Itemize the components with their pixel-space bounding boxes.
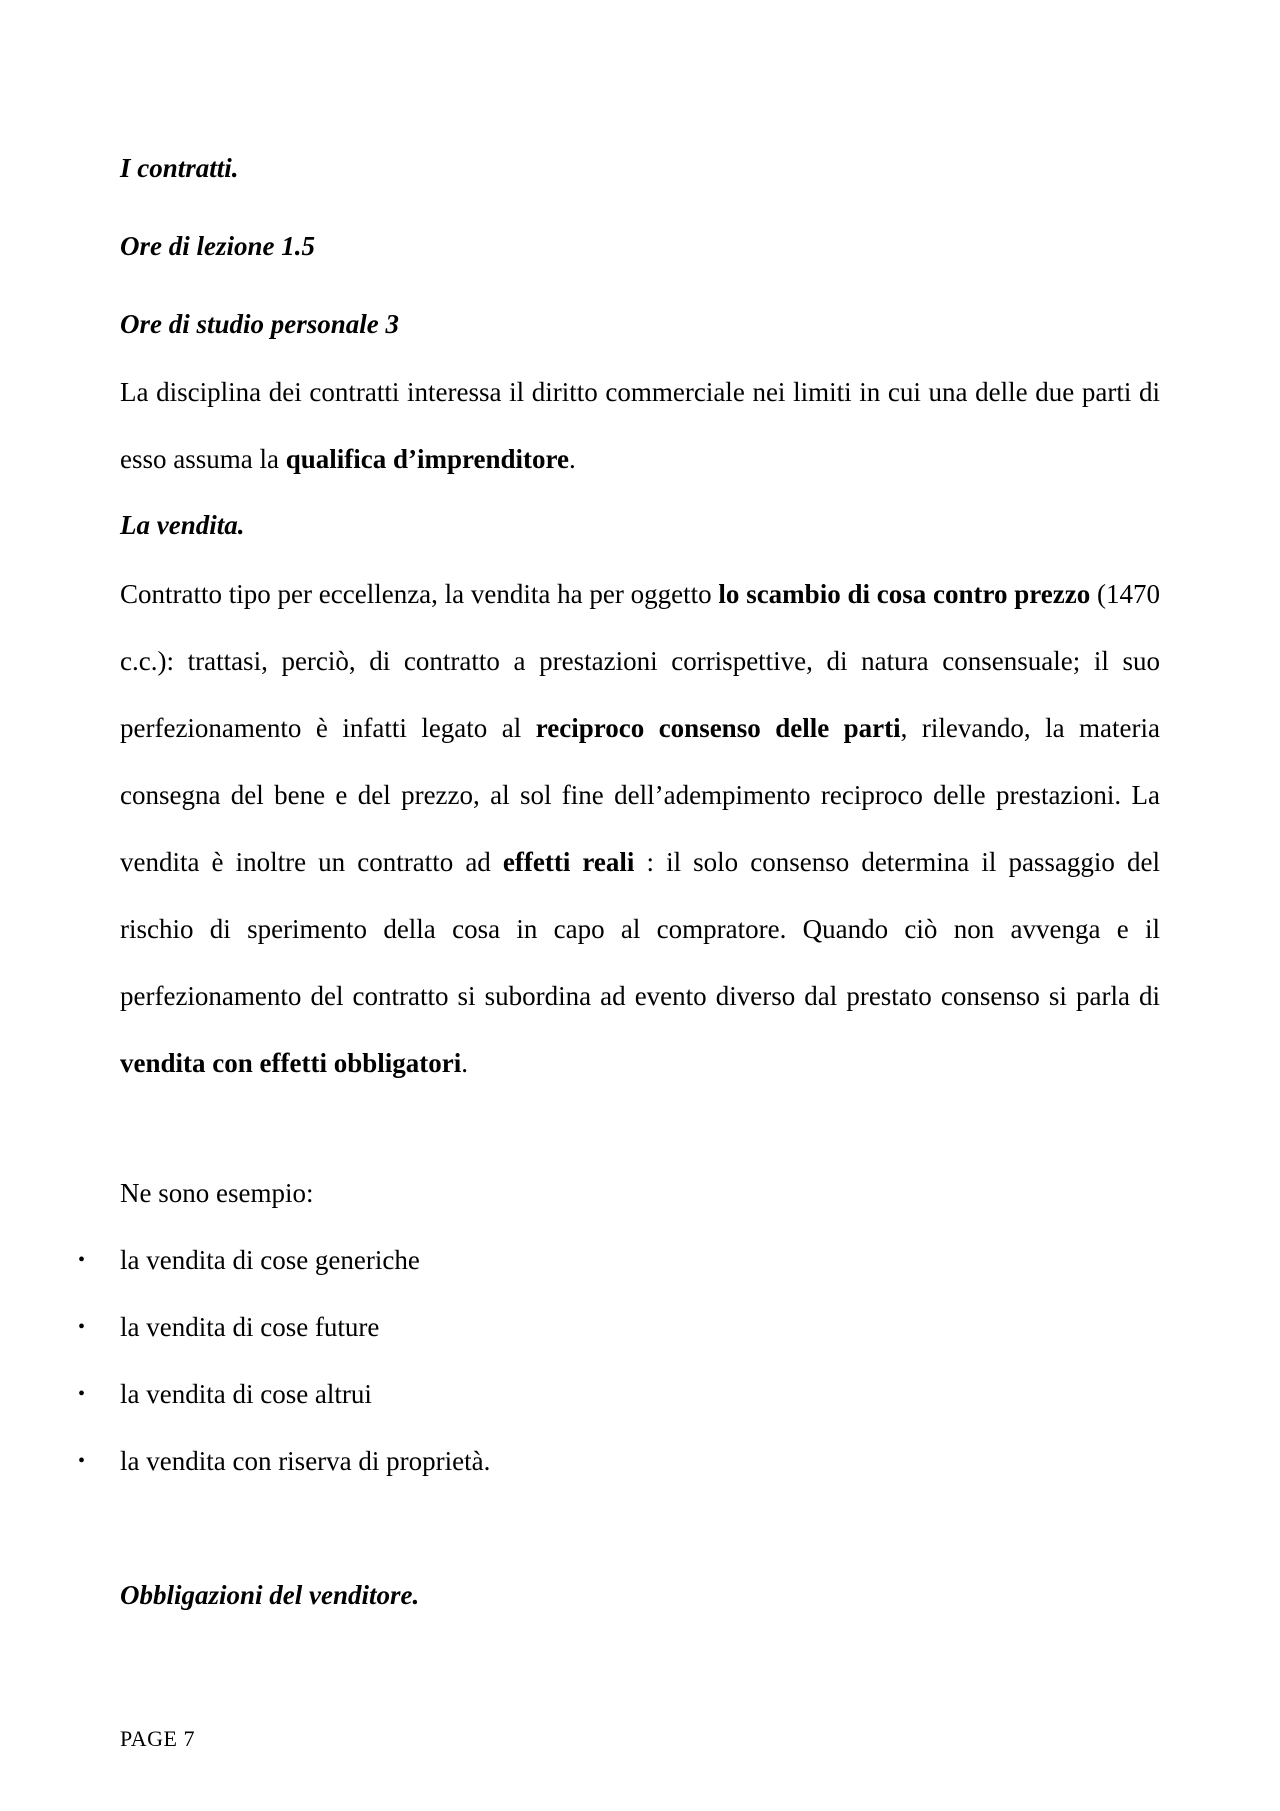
sale-paragraph [120,561,1160,1097]
sale-bold-1: lo scambio di cosa contro prezzo [718,579,1091,609]
bullet-icon: • [78,1316,86,1338]
study-hours-heading: Ore di studio personale 3 [120,309,400,339]
intro-text: La disciplina dei contratti interessa il diritto commerciale nei limiti in cui una delle due parti di esso assuma la [120,377,1160,474]
list-item [0,1428,1280,1495]
list-item-text: la vendita con riserva di proprietà. [120,1446,491,1476]
list-item-text: la vendita di cose altrui [120,1379,372,1409]
intro-bold: qualifica d’imprenditore [285,444,569,474]
sale-heading: La vendita. [120,510,245,540]
sale-text-4: : il solo consenso determina il passaggio del rischio di sperimento della cosa in capo al compratore. Quando ciò non avvenga e il perfezionamento del contratto si subordina ad evento diverso dal prestato consenso si parla di [120,847,1160,1011]
list-item [0,1294,1280,1361]
sale-text-5: . [461,1048,468,1078]
page-footer [120,1726,195,1752]
examples-list [0,1227,1280,1495]
intro-end: . [568,444,576,474]
lesson-hours-heading: Ore di lezione 1.5 [120,231,315,261]
sale-text-1: Contratto tipo per eccellenza, la vendita ha per oggetto [120,579,719,609]
section-title: I contratti. [120,153,239,183]
list-item [0,1361,1280,1428]
list-item-text: la vendita di cose generiche [120,1245,420,1275]
list-item-text: la vendita di cose future [120,1312,380,1342]
bullet-icon: • [78,1450,86,1472]
sale-bold-3: effetti reali [502,847,635,877]
sale-text-3: , rilevando, la materia consegna del bene e del prezzo, al sol fine dell’adempimento reciproco delle prestazioni. La vendita è inoltre un contratto ad [120,713,1160,877]
intro-paragraph [120,359,1160,493]
sale-bold-2: reciproco consenso delle parti [535,713,901,743]
bullet-icon: • [78,1383,86,1405]
sale-text-2: (1470 c.c.): trattasi, perciò, di contratto a prestazioni corrispettive, di natura consensuale; il suo perfezionamento è infatti legato al [120,579,1160,743]
sale-bold-4: vendita con effetti obbligatori [120,1048,462,1078]
bullet-icon: • [78,1249,86,1271]
seller-obligations-heading: Obbligazioni del venditore. [120,1580,420,1610]
page-number: 7 [183,1726,195,1751]
list-item [0,1227,1280,1294]
examples-intro: Ne sono esempio: [120,1178,314,1208]
page-label: PAGE [120,1726,178,1751]
